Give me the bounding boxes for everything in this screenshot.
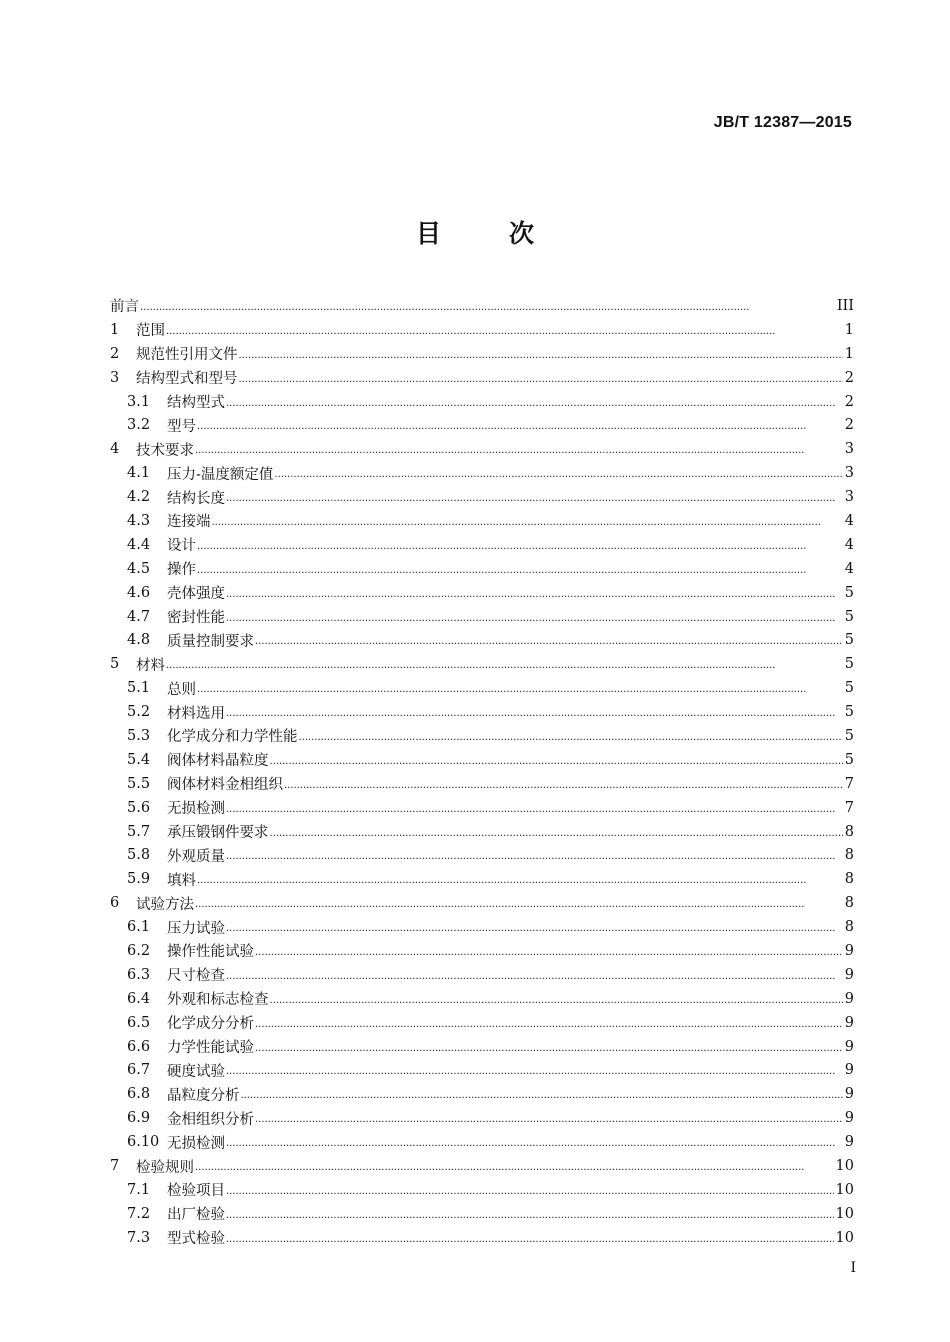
toc-entry[interactable] [108, 294, 854, 318]
toc-entry-number: 6.9 [127, 1110, 151, 1127]
toc-entry-number: 7 [110, 1158, 120, 1174]
toc-leader-dots [274, 466, 842, 480]
toc-entry-label: 前言 [110, 299, 139, 316]
toc-entry-page: 8 [844, 895, 854, 912]
toc-entry-number: 5.3 [127, 727, 151, 744]
toc-entry-label: 尺寸检查 [167, 968, 225, 985]
table-of-contents [108, 294, 854, 1250]
toc-entry-label: 结构型式和型号 [136, 371, 238, 388]
toc-entry-number: 5 [110, 656, 120, 673]
toc-entry[interactable] [108, 413, 854, 437]
toc-entry-label: 设计 [167, 538, 196, 555]
toc-leader-dots [270, 992, 843, 1006]
toc-entry-label: 密封性能 [167, 610, 225, 627]
page-number: I [850, 1260, 856, 1276]
toc-entry-number: 7.2 [127, 1205, 151, 1222]
toc-entry[interactable] [108, 437, 854, 461]
document-code: JB/T 12387—2015 [713, 114, 852, 131]
toc-entry-label: 无损检测 [167, 801, 225, 818]
toc-leader-dots [197, 538, 843, 552]
toc-entry-number: 7.3 [127, 1229, 151, 1246]
toc-entry[interactable] [108, 342, 854, 366]
toc-entry-page: 3 [844, 489, 854, 506]
toc-entry[interactable] [108, 1106, 854, 1130]
toc-entry[interactable] [108, 485, 854, 509]
toc-entry-label: 结构型式 [167, 395, 225, 411]
toc-title-char-1: 目 [415, 219, 441, 248]
toc-entry-label: 材料选用 [167, 705, 225, 722]
toc-leader-dots [239, 371, 843, 385]
toc-entry-number: 6.3 [127, 966, 151, 983]
toc-entry-label: 检验项目 [167, 1183, 225, 1200]
toc-entry-page: 2 [844, 393, 854, 410]
toc-entry-page: 7 [844, 775, 854, 792]
toc-leader-dots [226, 1135, 843, 1149]
toc-entry-number: 5.5 [127, 775, 151, 792]
toc-entry-page: 8 [844, 871, 854, 888]
toc-entry[interactable] [108, 915, 854, 939]
toc-entry-page: 5 [844, 727, 854, 744]
toc-entry-label: 材料 [136, 657, 165, 674]
toc-entry[interactable] [108, 820, 854, 844]
toc-entry-number: 6.4 [127, 990, 151, 1007]
toc-entry-number: 6.6 [127, 1038, 151, 1055]
toc-leader-dots [166, 323, 843, 337]
toc-entry-number: 3 [110, 369, 120, 386]
toc-entry[interactable] [108, 963, 854, 987]
toc-entry-number: 6.10 [127, 1134, 160, 1151]
toc-leader-dots [226, 610, 843, 624]
toc-entry[interactable] [108, 390, 854, 414]
toc-leader-dots [226, 848, 843, 862]
toc-leader-dots [140, 299, 835, 313]
toc-entry[interactable] [108, 1059, 854, 1083]
toc-entry-number: 5.1 [127, 680, 151, 697]
toc-leader-dots [284, 777, 843, 791]
toc-entry[interactable] [108, 533, 854, 557]
toc-entry-label: 范围 [136, 323, 165, 340]
toc-leader-dots [197, 418, 843, 432]
toc-entry[interactable] [108, 1082, 854, 1106]
toc-entry-label: 阀体材料金相组织 [167, 777, 283, 794]
toc-entry[interactable] [108, 628, 854, 652]
toc-entry-label: 填料 [167, 872, 196, 889]
toc-entry-page: 4 [844, 536, 854, 553]
toc-entry-number: 4.4 [127, 536, 151, 553]
toc-entry-page: 9 [844, 990, 854, 1007]
toc-entry[interactable] [108, 1035, 854, 1059]
toc-entry-label: 连接端 [167, 514, 211, 531]
toc-entry[interactable] [108, 1226, 854, 1250]
toc-entry-page: 7 [844, 799, 854, 816]
toc-leader-dots [226, 1207, 834, 1221]
toc-entry-number: 5.8 [127, 847, 151, 864]
toc-entry-page: 5 [844, 680, 854, 697]
toc-leader-dots [212, 514, 843, 528]
toc-leader-dots [270, 753, 843, 767]
toc-entry[interactable] [108, 1178, 854, 1202]
toc-entry-number: 6.1 [127, 919, 151, 936]
toc-entry[interactable] [108, 891, 854, 915]
toc-entry[interactable] [108, 1154, 854, 1178]
toc-title-char-2: 次 [509, 219, 535, 248]
toc-leader-dots [226, 1183, 834, 1197]
toc-entry-label: 力学性能试验 [167, 1040, 254, 1057]
toc-entry-page: 8 [844, 919, 854, 936]
toc-entry-label: 阀体材料晶粒度 [167, 753, 269, 770]
toc-entry-number: 1 [110, 321, 120, 338]
toc-entry-number: 3.1 [127, 393, 151, 410]
toc-leader-dots [255, 1016, 843, 1030]
toc-entry-number: 4 [110, 441, 120, 458]
toc-entry-label: 型式检验 [167, 1231, 225, 1248]
toc-entry[interactable] [108, 772, 854, 796]
toc-entry-page: 5 [844, 656, 854, 673]
toc-entry-page: 9 [844, 966, 854, 983]
toc-entry-label: 质量控制要求 [167, 633, 254, 650]
toc-entry-label: 化学成分分析 [167, 1016, 254, 1033]
toc-entry-page: 9 [844, 1038, 854, 1055]
toc-entry-page: 5 [844, 751, 854, 768]
toc-entry-page: 2 [844, 369, 854, 386]
toc-entry-page: 4 [844, 512, 854, 529]
toc-entry[interactable] [108, 557, 854, 581]
toc-leader-dots [255, 1040, 843, 1054]
toc-entry[interactable] [108, 843, 854, 867]
toc-entry-page: 9 [844, 1134, 854, 1151]
toc-leader-dots [226, 490, 843, 504]
toc-entry[interactable] [108, 748, 854, 772]
toc-entry-number: 5.4 [127, 751, 151, 768]
toc-leader-dots [226, 968, 843, 982]
toc-entry-page: 9 [844, 1086, 854, 1103]
toc-entry-number: 4.8 [127, 632, 151, 649]
toc-leader-dots [226, 801, 843, 815]
toc-entry[interactable] [108, 867, 854, 891]
toc-entry[interactable] [108, 987, 854, 1011]
toc-entry[interactable] [108, 796, 854, 820]
toc-entry[interactable] [108, 605, 854, 629]
toc-entry-page: 8 [844, 823, 854, 840]
toc-entry-page: 10 [835, 1229, 854, 1246]
toc-entry-number: 4.2 [127, 489, 151, 506]
toc-entry-label: 总则 [167, 681, 196, 698]
toc-entry[interactable] [108, 652, 854, 676]
toc-entry-number: 5.2 [127, 704, 151, 721]
toc-entry[interactable] [108, 1011, 854, 1035]
toc-entry-number: 2 [110, 345, 120, 362]
toc-leader-dots [195, 896, 843, 910]
toc-entry-page: 9 [844, 1014, 854, 1031]
toc-entry-number: 4.5 [127, 560, 151, 577]
toc-entry-number: 5.9 [127, 871, 151, 888]
toc-entry-number: 4.7 [127, 608, 151, 625]
toc-entry-label: 金相组织分析 [167, 1111, 254, 1128]
toc-leader-dots [226, 395, 843, 409]
toc-entry-number: 6.7 [127, 1062, 151, 1079]
toc-entry-label: 结构长度 [167, 490, 225, 507]
toc-entry-number: 4.6 [127, 584, 151, 601]
toc-entry-number: 6.8 [127, 1086, 151, 1103]
toc-leader-dots [166, 657, 843, 671]
toc-entry-page: 2 [844, 417, 854, 434]
toc-entry-page: 5 [844, 632, 854, 649]
toc-entry-label: 壳体强度 [167, 586, 225, 603]
toc-entry-label: 承压锻钢件要求 [167, 825, 269, 842]
toc-entry-page: 4 [844, 560, 854, 577]
toc-entry-label: 技术要求 [136, 442, 194, 459]
toc-entry-label: 试验方法 [136, 896, 194, 913]
toc-leader-dots [226, 705, 843, 719]
toc-entry[interactable] [108, 676, 854, 700]
toc-entry-label: 操作 [167, 562, 196, 579]
toc-entry-number: 5.7 [127, 823, 151, 840]
toc-leader-dots [255, 633, 843, 647]
toc-entry-number: 4.3 [127, 512, 151, 529]
toc-entry-page: III [836, 297, 854, 314]
toc-entry-label: 化学成分和力学性能 [167, 729, 298, 746]
toc-leader-dots [255, 1111, 843, 1125]
toc-entry-page: 1 [844, 345, 854, 362]
toc-entry[interactable] [108, 366, 854, 390]
toc-leader-dots [241, 1087, 843, 1101]
toc-entry-page: 10 [835, 1158, 854, 1174]
toc-entry[interactable] [108, 509, 854, 533]
toc-entry-label: 出厂检验 [167, 1207, 225, 1224]
toc-entry-label: 外观和标志检查 [167, 992, 269, 1009]
toc-leader-dots [270, 825, 843, 839]
toc-entry[interactable] [108, 461, 854, 485]
toc-entry[interactable] [108, 939, 854, 963]
toc-entry-page: 3 [844, 465, 854, 482]
toc-entry-label: 型号 [167, 418, 196, 435]
toc-leader-dots [197, 562, 843, 576]
toc-entry-number: 6.5 [127, 1014, 151, 1031]
toc-entry-page: 9 [844, 942, 854, 959]
toc-entry-number: 4.1 [127, 465, 151, 482]
toc-entry-label: 外观质量 [167, 848, 225, 865]
toc-entry-label: 压力-温度额定值 [167, 466, 274, 483]
toc-entry-page: 8 [844, 847, 854, 864]
toc-leader-dots [255, 944, 843, 958]
toc-entry-page: 10 [835, 1205, 854, 1222]
toc-leader-dots [226, 586, 843, 600]
toc-leader-dots [226, 920, 843, 934]
toc-entry-label: 规范性引用文件 [136, 347, 238, 364]
toc-entry-number: 7.1 [127, 1181, 151, 1198]
toc-entry[interactable] [108, 1130, 854, 1154]
toc-entry[interactable] [108, 581, 854, 605]
toc-leader-dots [299, 729, 843, 743]
toc-entry[interactable] [108, 1202, 854, 1226]
toc-entry-number: 6.2 [127, 942, 151, 959]
toc-leader-dots [195, 1159, 834, 1173]
toc-entry-label: 检验规则 [136, 1159, 194, 1176]
toc-entry[interactable] [108, 700, 854, 724]
toc-leader-dots [226, 1231, 834, 1245]
toc-entry-label: 晶粒度分析 [167, 1087, 240, 1104]
toc-entry-page: 10 [835, 1181, 854, 1198]
toc-entry-label: 操作性能试验 [167, 944, 254, 961]
toc-leader-dots [239, 347, 843, 361]
toc-entry-page: 5 [844, 704, 854, 721]
toc-title [0, 214, 950, 250]
toc-entry-number: 3.2 [127, 417, 151, 434]
toc-entry-page: 9 [844, 1062, 854, 1079]
toc-entry-page: 3 [844, 441, 854, 458]
toc-entry-page: 1 [844, 321, 854, 338]
toc-entry-number: 5.6 [127, 799, 151, 816]
toc-entry[interactable] [108, 724, 854, 748]
toc-entry-number: 6 [110, 895, 120, 912]
toc-entry[interactable] [108, 318, 854, 342]
toc-entry-label: 硬度试验 [167, 1063, 225, 1080]
toc-entry-label: 压力试验 [167, 920, 225, 937]
toc-leader-dots [197, 681, 843, 695]
toc-leader-dots [226, 1063, 843, 1077]
toc-leader-dots [195, 442, 843, 456]
toc-entry-page: 5 [844, 608, 854, 625]
toc-entry-page: 9 [844, 1110, 854, 1127]
toc-leader-dots [197, 872, 843, 886]
toc-entry-page: 5 [844, 584, 854, 601]
toc-entry-label: 无损检测 [167, 1135, 225, 1152]
